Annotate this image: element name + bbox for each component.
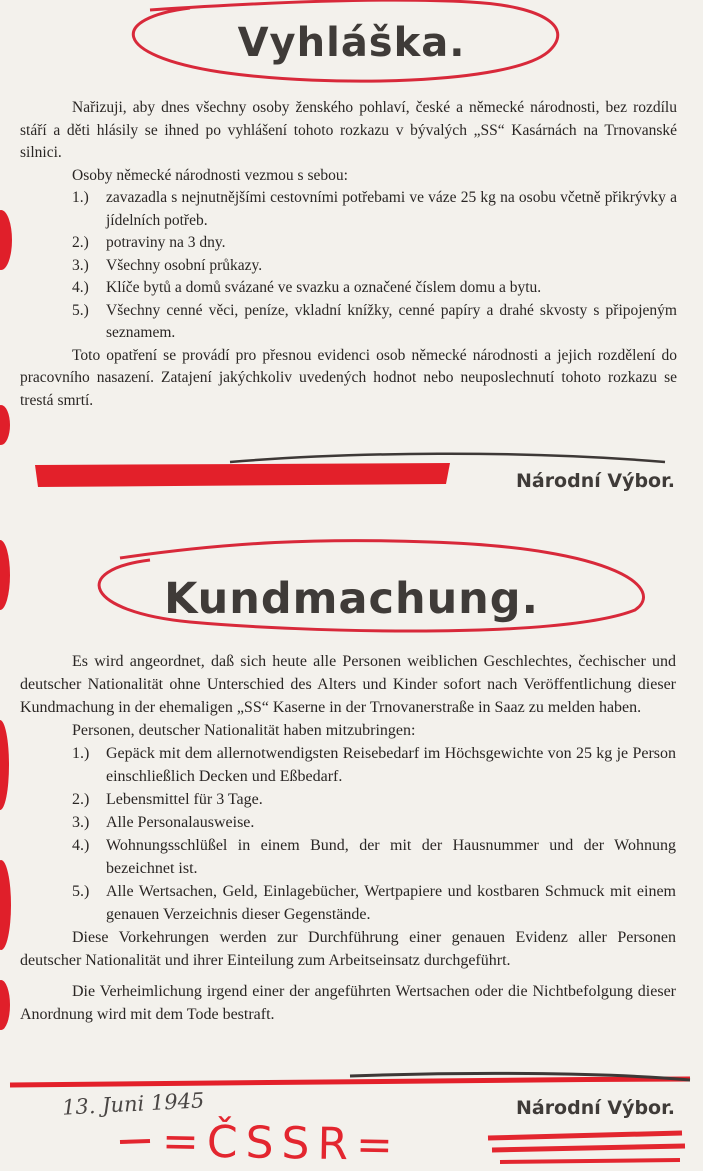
german-item-number: 3.) (72, 814, 90, 831)
cssr-right-stroke (488, 1133, 682, 1138)
czech-item-number: 4.) (72, 279, 89, 296)
left-edge-marker (0, 720, 9, 810)
german-list-item (72, 880, 676, 926)
czech-list-item (72, 187, 677, 232)
czech-pen-stroke (230, 454, 665, 462)
german-item-number: 2.) (72, 791, 90, 808)
czech-item-number: 1.) (72, 189, 89, 206)
czech-item-text: potraviny na 3 dny. (106, 234, 226, 251)
left-edge-marker (0, 210, 12, 270)
german-pen-stroke (350, 1073, 690, 1080)
german-item-number: 5.) (72, 883, 90, 900)
czech-signature: Národní Výbor. (515, 470, 675, 492)
german-item-text: Gepäck mit dem allernotwendigsten Reisebedarf im Höchsgewichte von 25 kg je Person einschließlich Decken und Eßbedarf. (106, 745, 676, 785)
german-item-text: Lebensmittel für 3 Tage. (106, 791, 263, 808)
czech-list-item (72, 277, 677, 300)
left-edge-marker (0, 860, 11, 950)
left-edge-marker (0, 980, 10, 1030)
czech-body (20, 97, 677, 412)
german-item-text: Wohnungsschlüßel in einem Bund, der mit der Hausnummer und der Wohnung bezeichnet ist. (106, 837, 676, 877)
cssr-right-stroke (492, 1146, 685, 1150)
cssr-annotation: =ČSSR= (161, 1115, 402, 1171)
german-closing: Diese Vorkehrungen werden zur Durchführung einer genauen Evidenz aller Personen deutscher Nationalität und ihrer Einteilung zum Arbeitseinsatz durchgeführt. (20, 929, 676, 969)
czech-item-text: Všechny osobní průkazy. (106, 256, 263, 274)
german-signature: Národní Výbor. (515, 1097, 675, 1119)
german-item-number: 4.) (72, 837, 90, 854)
german-list-item (72, 788, 676, 811)
czech-item-number: 3.) (72, 256, 89, 274)
german-lead: Personen, deutscher Nationalität haben mitzubringen: (72, 722, 416, 739)
german-item-text: Alle Wertsachen, Geld, Einlagebücher, Wertpapiere und kostbaren Schmuck mit einem genauen Verzeichnis dieser Gegenstände. (106, 883, 676, 923)
czech-list-item (72, 300, 677, 345)
german-item-text: Alle Personalausweise. (106, 814, 255, 831)
german-title: Kundmachung. (164, 574, 539, 624)
german-body (20, 650, 676, 1026)
czech-item-number: 2.) (72, 234, 89, 251)
czech-closing: Toto opatření se provádí pro přesnou evidenci osob německé národnosti a jejich rozdělení do pracovního nasazení. Zatajení jakýchkoliv uvedených hodnot nebo neuposlechnutí tohoto rozkazu se trestá smrtí. (20, 346, 677, 409)
czech-list-item (72, 232, 677, 255)
german-underline (10, 1079, 690, 1085)
german-intro: Es wird angeordnet, daß sich heute alle Personen weiblichen Geschlechtes, čechischer und deutscher Nationalität ohne Unterschied des Alters und Kinder sofort nach Veröffentlichung dieser Kundmachung in der ehemaligen „SS“ Kaserne in der Trnovanerstraße in Saaz zu melden haben. (20, 653, 676, 716)
left-edge-marker (0, 405, 10, 445)
czech-item-text: Všechny cenné věci, peníze, vkladní knížky, cenné papíry a drahé skvosty s připojeným seznamem. (106, 301, 677, 341)
czech-list-item (72, 255, 677, 278)
czech-underline-bar (35, 463, 450, 487)
czech-item-text: zavazadla s nejnutnějšími cestovními potřebami ve váze 25 kg na osobu včetně přikrývky a jídelních potřeb. (106, 189, 677, 229)
czech-item-text: Klíče bytů a domů svázané ve svazku a označené číslem domu a bytu. (106, 279, 542, 296)
cssr-right-stroke (500, 1160, 680, 1162)
cssr-left-stroke (120, 1141, 150, 1142)
czech-intro: Nařizuji, aby dnes všechny osoby ženského pohlaví, české a německé národnosti, bez rozdílu stáří a děti hlásily se ihned po vyhlášení tohoto rozkazu v bývalých „SS“ Kasárnách na Trnovanské silnici. (20, 99, 677, 161)
handwritten-date: 13. Juni 1945 (61, 1088, 205, 1120)
czech-lead: Osoby německé národnosti vezmou s sebou: (72, 166, 348, 184)
german-final-warning: Die Verheimlichung irgend einer der angeführten Wertsachen oder die Nichtbefolgung dieser Anordnung wird mit dem Tode bestraft. (20, 983, 676, 1023)
german-list-item (72, 742, 676, 788)
czech-title: Vyhláška. (237, 20, 466, 66)
german-list-item (72, 811, 676, 834)
german-item-number: 1.) (72, 745, 90, 762)
german-list-item (72, 834, 676, 880)
czech-item-number: 5.) (72, 301, 89, 319)
